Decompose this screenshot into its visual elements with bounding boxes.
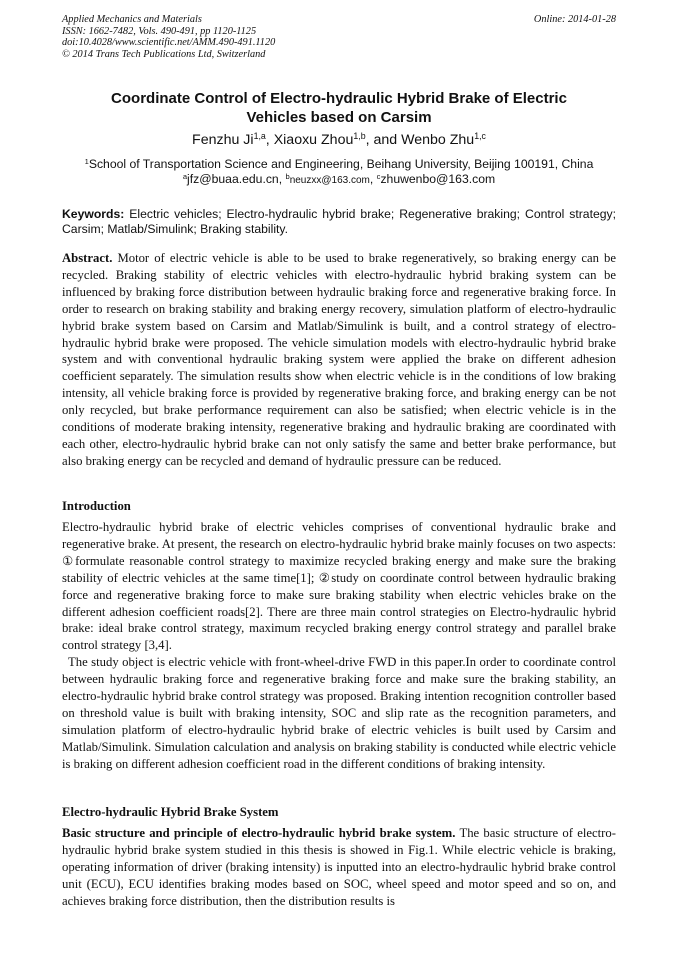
author-name: Xiaoxu Zhou: [273, 132, 354, 148]
affiliation-sup: 1: [84, 156, 89, 166]
intro-paragraph-1: Electro-hydraulic hybrid brake of electric vehicles comprises of conventional hydraulic brake and regenerative brake. At present, the research on electro-hydraulic hybrid brake mainly focuses on two aspects: ①formulate reasonable control strategy to maximize recycled braking energy and make sure the braking stability of electric vehicles at the same time[1]; ②study on coordinate control between hydraulic braking force and regenerative braking force to make sure braking stability when electric vehicles brake on the different adhesion coefficient roads[2]. There are three main control strategies on Electro-hydraulic hybrid brake: ideal brake control strategy, maximum recycled braking energy control strategy and parallel brake control strategy [3,4].: [62, 520, 616, 653]
email-link[interactable]: zhuwenbo@163.com: [380, 172, 496, 186]
abstract-text: Motor of electric vehicle is able to be used to brake regeneratively, so braking energy can be recycled. Braking stability of electric vehicles with electro-hydraulic hybrid braking system can be influenced by braking force distribution between hydraulic braking force and regenerative braking force. In order to research on braking stability and braking energy recovery, simulation platform of electro-hydraulic hybrid brake system based on Carsim and Matlab/Simulink is built, and a control strategy of electro-hydraulic hybrid brake were proposed. The vehicle simulation models with electro-hydraulic hybrid brake system and with conventional hydraulic braking system were applied the brake on different adhesion coefficient separately. The simulation results show when electric vehicle is in the conditions of low braking intensity, all vehicle braking force is provided by regenerative braking force, and braking energy can be not only recycled, but brake performance requirement can also be satisfied; when electric vehicle is in the conditions of moderate braking intensity, regenerative braking and hydraulic braking are coordinated with each other, electro-hydraulic hybrid brake can not only satisfy the same and better brake performance, but also braking energy can be recycled and demand of hydraulic pressure can be reduced.: [62, 251, 616, 468]
running-header: [62, 14, 616, 60]
affiliation: [62, 157, 616, 172]
abstract-block: [62, 250, 616, 470]
author-affil-sup: 1,b: [353, 131, 366, 142]
affiliation-text: School of Transportation Science and Engineering, Beihang University, Beijing 100191, China: [88, 157, 594, 171]
copyright-line: © 2014 Trans Tech Publications Ltd, Switzerland: [62, 48, 266, 60]
abstract-paragraph: [62, 250, 616, 470]
author-emails: [62, 172, 616, 188]
system-body: [62, 825, 616, 910]
email-sup: b: [285, 171, 290, 181]
email-separator: ,: [369, 172, 377, 186]
keywords-label: Keywords:: [62, 207, 125, 221]
system-paragraph-text: The basic structure of electro-hydraulic hybrid brake system studied in this thesis is showed in Fig.1. While electric vehicle is braking, operating information of driver (braking intensity) is inputted into an electro-hydraulic hybrid brake control unit (ECU), ECU identifies braking modes based on SOC, wheel speed and motor speed and so on, and achieves braking force distribution, then the distribution results is: [62, 826, 616, 908]
journal-name: Applied Mechanics and Materials: [62, 14, 202, 25]
system-paragraph-1: [62, 825, 616, 910]
subsection-runin-heading: Basic structure and principle of electro-hydraulic hybrid brake system.: [62, 826, 456, 840]
title-line-2: Vehicles based on Carsim: [246, 108, 432, 126]
doi-line: doi:10.4028/www.scientific.net/AMM.490-491.1120: [62, 37, 276, 49]
abstract-label: Abstract.: [62, 251, 113, 265]
email-link[interactable]: jfz@buaa.edu.cn: [187, 172, 279, 186]
email-sup: a: [182, 171, 188, 181]
intro-paragraph-2: The study object is electric vehicle with front-wheel-drive FWD in this paper.In order to coordinate control between hydraulic braking force and regenerative braking force and make sure the braking stability, an electro-hydraulic hybrid brake control strategy was proposed. Braking intention recognition controller based on threshold value is built with braking intensity, SOC and slip rate as the recognition parameters, and simulation platform of electro-hydraulic hybrid brake of electric vehicles is built used by Carsim and Matlab/Simulink. Simulation calculation and analysis on braking stability is conducted while electric vehicle is braking on different adhesion coefficient road in the different conditions of braking intensity.: [62, 655, 616, 771]
title-line-1: Coordinate Control of Electro-hydraulic Hybrid Brake of Electric: [111, 90, 567, 107]
introduction-body: [62, 519, 616, 773]
keywords-block: [62, 207, 616, 238]
author-name: Wenbo Zhu: [401, 132, 475, 148]
issn-line: ISSN: 1662-7482, Vols. 490-491, pp 1120-1125: [62, 25, 257, 37]
author-name: Fenzhu Ji: [192, 132, 254, 148]
online-date: Online: 2014-01-28: [533, 14, 616, 25]
email-sup: c: [376, 171, 381, 181]
email-separator: ,: [278, 172, 286, 186]
paper-title: [62, 90, 616, 127]
email-link[interactable]: neuzxx@163.com: [289, 175, 370, 186]
keywords-text: Electric vehicles; Electro-hydraulic hybrid brake; Regenerative braking; Control strategy; Carsim; Matlab/Simulink; Braking stability.: [62, 207, 616, 237]
author-affil-sup: 1,a: [253, 131, 266, 142]
author-list: [62, 131, 616, 149]
section-heading-introduction: Introduction: [62, 499, 131, 513]
section-heading-system: Electro-hydraulic Hybrid Brake System: [62, 805, 279, 819]
author-affil-sup: 1,c: [474, 131, 486, 142]
author-separator: , and: [365, 132, 402, 148]
author-separator: ,: [265, 132, 274, 148]
